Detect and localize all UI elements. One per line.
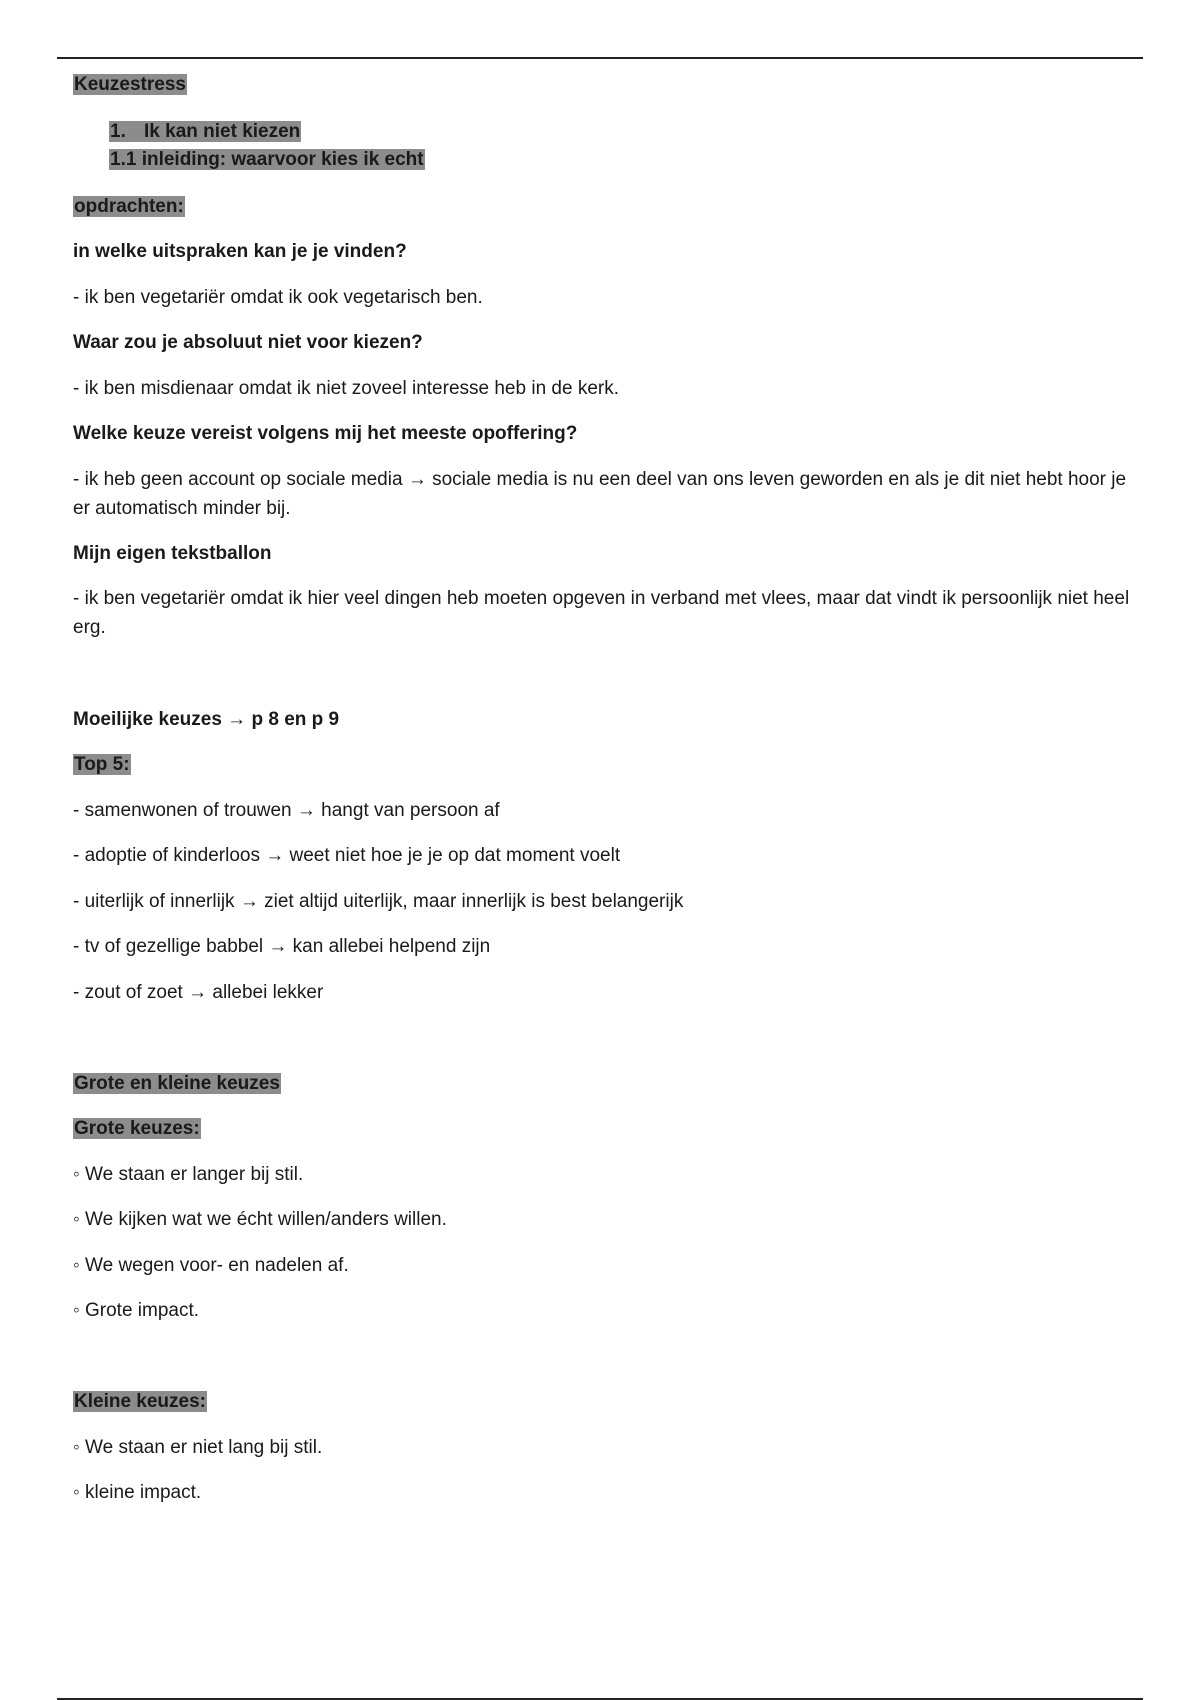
small-choice-item: ◦ kleine impact. <box>73 1482 202 1503</box>
difficult-choices-heading: Moeilijke keuzes → p 8 en p 9 <box>73 709 340 730</box>
heading-1-1: 1.1 inleiding: waarvoor kies ik echt <box>110 149 424 170</box>
big-small-heading: Grote en kleine keuzes <box>74 1073 280 1094</box>
top-rule <box>57 57 1143 59</box>
top5-label: Top 5: <box>74 754 130 775</box>
answer-2: - ik ben misdienaar omdat ik niet zoveel interesse heb in de kerk. <box>73 378 619 399</box>
big-choice-item: ◦ We kijken wat we écht willen/anders willen. <box>73 1209 447 1230</box>
big-choices-label: Grote keuzes: <box>74 1118 200 1139</box>
question-3: Welke keuze vereist volgens mij het meeste opoffering? <box>73 423 578 444</box>
big-choice-item: ◦ We wegen voor- en nadelen af. <box>73 1255 349 1276</box>
top5-item: - uiterlijk of innerlijk → ziet altijd uiterlijk, maar innerlijk is best belangerijk <box>73 891 684 912</box>
heading-1: 1. Ik kan niet kiezen <box>110 121 301 142</box>
question-1: in welke uitspraken kan je je vinden? <box>73 241 407 262</box>
small-choices-label: Kleine keuzes: <box>74 1391 206 1412</box>
answer-1: - ik ben vegetariër omdat ik ook vegetarisch ben. <box>73 287 483 308</box>
answer-4: - ik ben vegetariër omdat ik hier veel dingen heb moeten opgeven in verband met vlees, maar dat vindt ik persoonlijk niet heel erg. <box>73 588 1130 638</box>
big-choice-item: ◦ We staan er langer bij stil. <box>73 1164 304 1185</box>
small-choice-item: ◦ We staan er niet lang bij stil. <box>73 1437 323 1458</box>
question-4: Mijn eigen tekstballon <box>73 543 272 564</box>
answer-3: - ik heb geen account op sociale media → sociale media is nu een deel van ons leven geworden en als je dit niet hebt hoor je er automatisch minder bij. <box>73 469 1127 519</box>
question-2: Waar zou je absoluut niet voor kiezen? <box>73 332 423 353</box>
big-choice-item: ◦ Grote impact. <box>73 1300 200 1321</box>
top5-item: - adoptie of kinderloos → weet niet hoe je je op dat moment voelt <box>73 845 621 866</box>
assignments-label: opdrachten: <box>74 196 184 217</box>
top5-item: - zout of zoet → allebei lekker <box>73 982 324 1003</box>
top5-item: - samenwonen of trouwen → hangt van persoon af <box>73 800 500 821</box>
document-title: Keuzestress <box>74 74 186 95</box>
top5-item: - tv of gezellige babbel → kan allebei helpend zijn <box>73 936 491 957</box>
